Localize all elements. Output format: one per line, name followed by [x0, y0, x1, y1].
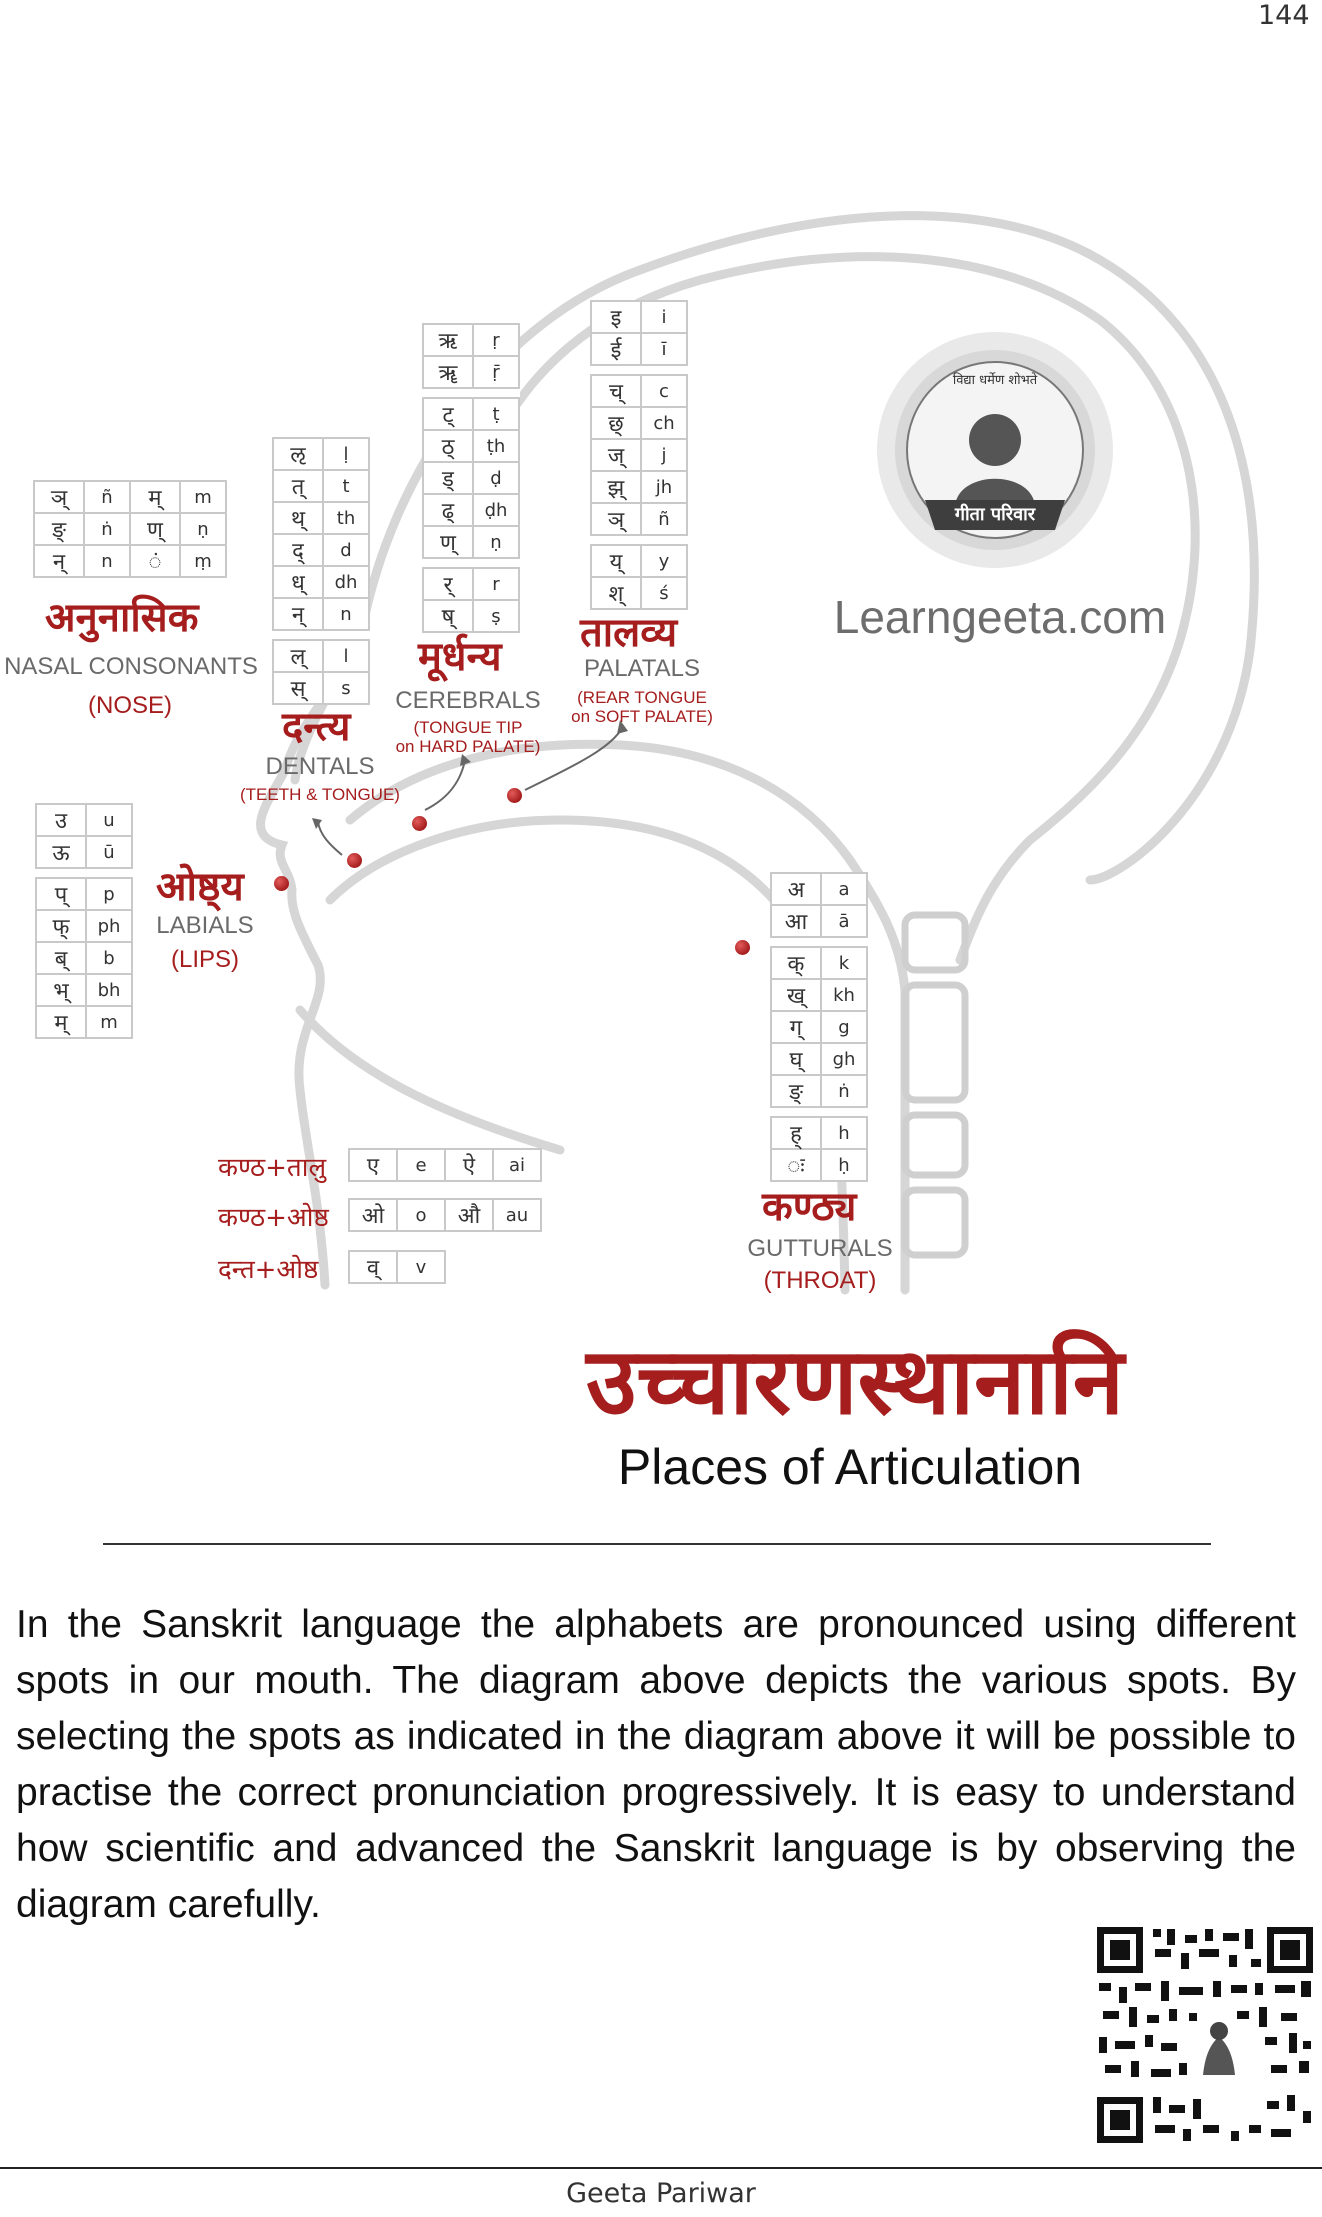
table-row: र् r: [423, 568, 519, 600]
table-row: ध् dh: [273, 566, 369, 598]
table-row: द् d: [273, 534, 369, 566]
table-row: ङ् ṅ: [771, 1075, 867, 1107]
page-number: 144: [1258, 0, 1310, 31]
table-row: आ ā: [771, 905, 867, 937]
table-row: ञ् ñ: [591, 503, 687, 535]
table-row: च् c: [591, 375, 687, 407]
table-row: ए e ऐ ai: [349, 1149, 541, 1181]
table-row: श् ś: [591, 577, 687, 609]
labial-english-label: LABIALS: [156, 912, 254, 939]
website-label: Learngeeta.com: [833, 591, 1167, 643]
table-row: त् t: [273, 470, 369, 502]
qr-code: [1095, 1925, 1315, 2145]
table-row: म् m: [36, 1006, 132, 1038]
table-row: फ् ph: [36, 910, 132, 942]
arrow-dental: [318, 822, 342, 855]
cerebral-sanskrit-label: मूर्धन्य: [418, 633, 502, 680]
table-row: ओ o औ au: [349, 1199, 541, 1231]
table-row: उ u: [36, 804, 132, 836]
combo-table-kantha-oshtha: [348, 1198, 542, 1232]
cerebral-english-label: CEREBRALS: [395, 687, 541, 714]
table-row: अ a: [771, 873, 867, 905]
palatal-sub-label-2: on SOFT PALATE): [571, 707, 713, 726]
table-row: ह् h: [771, 1117, 867, 1149]
table-row: ल् l: [273, 640, 369, 672]
table-row: झ् jh: [591, 471, 687, 503]
table-row: घ् gh: [771, 1043, 867, 1075]
palatal-table: [590, 300, 688, 610]
combo-table-danta-oshtha: [348, 1250, 446, 1284]
palatal-sanskrit-label: तालव्य: [580, 609, 678, 656]
title-sanskrit: उच्चारणस्थानानि: [586, 1327, 1124, 1435]
labial-table: [35, 803, 133, 1039]
combo-label-danta-oshtha: दन्त+ओष्ठ: [218, 1255, 319, 1285]
table-row: ऋ ṛ: [423, 324, 519, 356]
table-row: ठ् ṭh: [423, 430, 519, 462]
emblem-upper-text: विद्या धर्मेण शोभते: [952, 373, 1038, 388]
nasal-sanskrit-label: अनुनासिक: [45, 594, 199, 641]
nasal-table: [33, 480, 227, 578]
nasal-sub-label: (NOSE): [88, 692, 172, 719]
table-row: ज् j: [591, 439, 687, 471]
table-row: इ i: [591, 301, 687, 333]
table-row: व् v: [349, 1251, 445, 1283]
combo-label-kantha-oshtha: कण्ठ+ओष्ठ: [218, 1203, 329, 1233]
table-row: ट् ṭ: [423, 398, 519, 430]
table-row: ढ् ḍh: [423, 494, 519, 526]
description-paragraph: In the Sanskrit language the alphabets are pronounced using different spots in our mouth. The diagram above depicts the various spots. By selecting the spots as indicated in the diagram above it will be possible to practise the correct pronunciation progressively. It is easy to understand how scientific and advanced the Sanskrit language is by observing the diagram carefully.: [16, 1603, 1296, 1926]
table-row: ॠ ṝ: [423, 356, 519, 388]
table-row: ब् b: [36, 942, 132, 974]
guttural-sub-label: (THROAT): [763, 1267, 877, 1294]
table-row: ञ् ñ म् m: [34, 481, 226, 513]
emblem-banner-text: गीता परिवार: [954, 504, 1036, 525]
dental-sub-label: (TEETH & TONGUE): [240, 785, 400, 804]
dental-english-label: DENTALS: [265, 753, 375, 780]
vertebra-3: [905, 1115, 965, 1175]
table-row: ख् kh: [771, 979, 867, 1011]
table-row: न् n ं ṃ: [34, 545, 226, 577]
table-row: ष् ṣ: [423, 600, 519, 632]
table-row: न् n: [273, 598, 369, 630]
table-row: ङ् ṅ ण् ṇ: [34, 513, 226, 545]
guttural-english-label: GUTTURALS: [747, 1235, 893, 1262]
table-row: स् s: [273, 672, 369, 704]
guttural-sanskrit-label: कण्ठ्य: [762, 1183, 857, 1230]
cerebral-sub-label-1: (TONGUE TIP: [413, 718, 523, 737]
divider: [103, 1543, 1211, 1545]
table-row: य् y: [591, 545, 687, 577]
table-row: ड् ḍ: [423, 462, 519, 494]
vertebra-4: [905, 1190, 965, 1255]
dot-palatal: [507, 788, 522, 803]
footer-text: Geeta Pariwar: [566, 2178, 756, 2209]
palatal-english-label: PALATALS: [583, 655, 701, 682]
gita-pariwar-emblem: [877, 332, 1113, 568]
dental-sanskrit-label: दन्त्य: [282, 703, 351, 750]
table-row: ग् g: [771, 1011, 867, 1043]
guttural-table: [770, 872, 868, 1182]
table-row: ई ī: [591, 333, 687, 365]
dental-table: [272, 437, 370, 705]
cerebral-table: [422, 323, 520, 633]
footer-divider: [0, 2167, 1322, 2169]
jaw-outline: [300, 1010, 560, 1150]
dot-dental: [347, 853, 362, 868]
dot-cerebral: [412, 816, 427, 831]
dot-guttural: [735, 940, 750, 955]
nasal-english-label: NASAL CONSONANTS: [4, 653, 258, 680]
table-row: प् p: [36, 878, 132, 910]
table-row: ण् ṇ: [423, 526, 519, 558]
table-row: ऊ ū: [36, 836, 132, 868]
palatal-sub-label-1: (REAR TONGUE: [577, 688, 707, 707]
combo-label-kantha-talu: कण्ठ+तालु: [218, 1153, 327, 1183]
vertebra-2: [905, 985, 965, 1100]
combo-table-kantha-talu: [348, 1148, 542, 1182]
table-row: क् k: [771, 947, 867, 979]
labial-sub-label: (LIPS): [170, 946, 239, 973]
table-row: ऌ ḷ: [273, 438, 369, 470]
table-row: ः ḥ: [771, 1149, 867, 1181]
dot-labial: [274, 876, 289, 891]
title-english: Places of Articulation: [617, 1439, 1083, 1495]
table-row: थ् th: [273, 502, 369, 534]
labial-sanskrit-label: ओष्ठ्य: [156, 863, 244, 910]
table-row: भ् bh: [36, 974, 132, 1006]
cerebral-sub-label-2: on HARD PALATE): [395, 737, 541, 756]
arrowhead-dental: [312, 818, 322, 829]
table-row: छ् ch: [591, 407, 687, 439]
